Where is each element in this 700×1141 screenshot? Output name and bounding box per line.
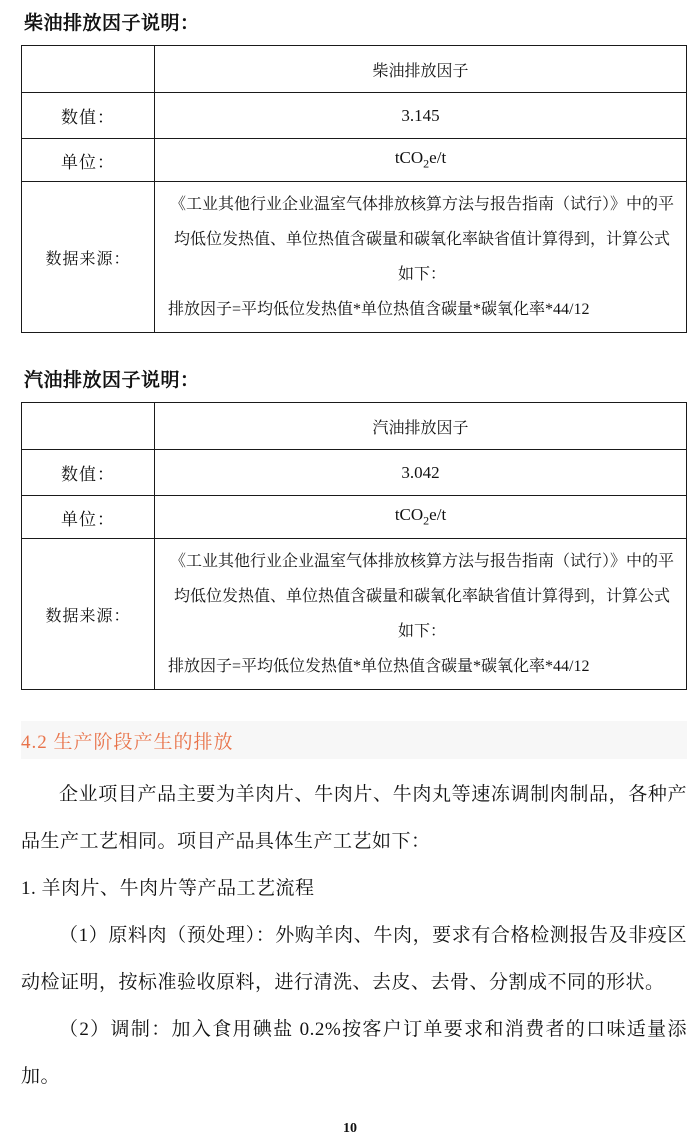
section-heading: 4.2 生产阶段产生的排放 (21, 731, 234, 753)
unit-prefix: tCO (394, 505, 424, 525)
diesel-value-label: 数值： (22, 93, 155, 139)
gasoline-factor-table (21, 402, 687, 690)
gasoline-header-cell: 汽油排放因子 (155, 403, 687, 450)
paragraph-step2: （2）调制：加入食用碘盐 0.2%按客户订单要求和消费者的口味适量添加。 (21, 1019, 687, 1087)
gasoline-unit-value (155, 496, 687, 539)
unit-suffix: e/t (429, 148, 447, 168)
table-row (22, 139, 687, 182)
gasoline-value: 3.042 (155, 450, 687, 496)
paragraph-intro: 企业项目产品主要为羊肉片、牛肉片、牛肉丸等速冻调制肉制品，各种产品生产工艺相同。项目产品具体生产工艺如下： (21, 784, 687, 852)
unit-prefix: tCO (394, 148, 424, 168)
table-row (22, 403, 687, 450)
section-body (21, 771, 687, 1100)
diesel-source-label: 数据来源： (22, 182, 155, 333)
diesel-header-empty-cell (22, 46, 155, 93)
table-row (22, 539, 687, 690)
diesel-table-title: 柴油排放因子说明： (24, 13, 200, 34)
diesel-value: 3.145 (155, 93, 687, 139)
gasoline-unit-label: 单位： (22, 496, 155, 539)
gasoline-table-title: 汽油排放因子说明： (24, 370, 200, 391)
gasoline-source-label: 数据来源： (22, 539, 155, 690)
list-item-process-flow: 1. 羊肉片、牛肉片等产品工艺流程 (21, 878, 315, 899)
gasoline-source-formula: 排放因子=平均低位发热值*单位热值含碳量*碳氧化率*44/12 (168, 658, 590, 675)
diesel-header-cell: 柴油排放因子 (155, 46, 687, 93)
diesel-source-cell (155, 182, 687, 333)
gasoline-source-text: 《工业其他行业企业温室气体排放核算方法与报告指南（试行）》中的平均低位发热值、单位热值含碳量和碳氧化率缺省值计算得到，计算公式如下： (169, 553, 674, 640)
unit-suffix: e/t (429, 505, 447, 525)
paragraph-step1: （1）原料肉（预处理）：外购羊肉、牛肉，要求有合格检测报告及非疫区动检证明，按标准验收原料，进行清洗、去皮、去骨、分割成不同的形状。 (21, 925, 687, 993)
diesel-unit-value (155, 139, 687, 182)
gasoline-value-label: 数值： (22, 450, 155, 496)
diesel-factor-table (21, 45, 687, 333)
table-row (22, 93, 687, 139)
section-heading-band (21, 721, 687, 759)
page-number: 10 (343, 1121, 357, 1136)
gasoline-source-cell (155, 539, 687, 690)
diesel-unit-label: 单位： (22, 139, 155, 182)
table-row (22, 450, 687, 496)
table-row (22, 46, 687, 93)
table-row (22, 496, 687, 539)
table-row (22, 182, 687, 333)
unit-subscript: 2 (423, 513, 430, 528)
unit-subscript: 2 (423, 156, 430, 171)
gasoline-header-empty-cell (22, 403, 155, 450)
diesel-source-formula: 排放因子=平均低位发热值*单位热值含碳量*碳氧化率*44/12 (168, 301, 590, 318)
diesel-source-text: 《工业其他行业企业温室气体排放核算方法与报告指南（试行）》中的平均低位发热值、单位热值含碳量和碳氧化率缺省值计算得到，计算公式如下： (169, 196, 674, 283)
